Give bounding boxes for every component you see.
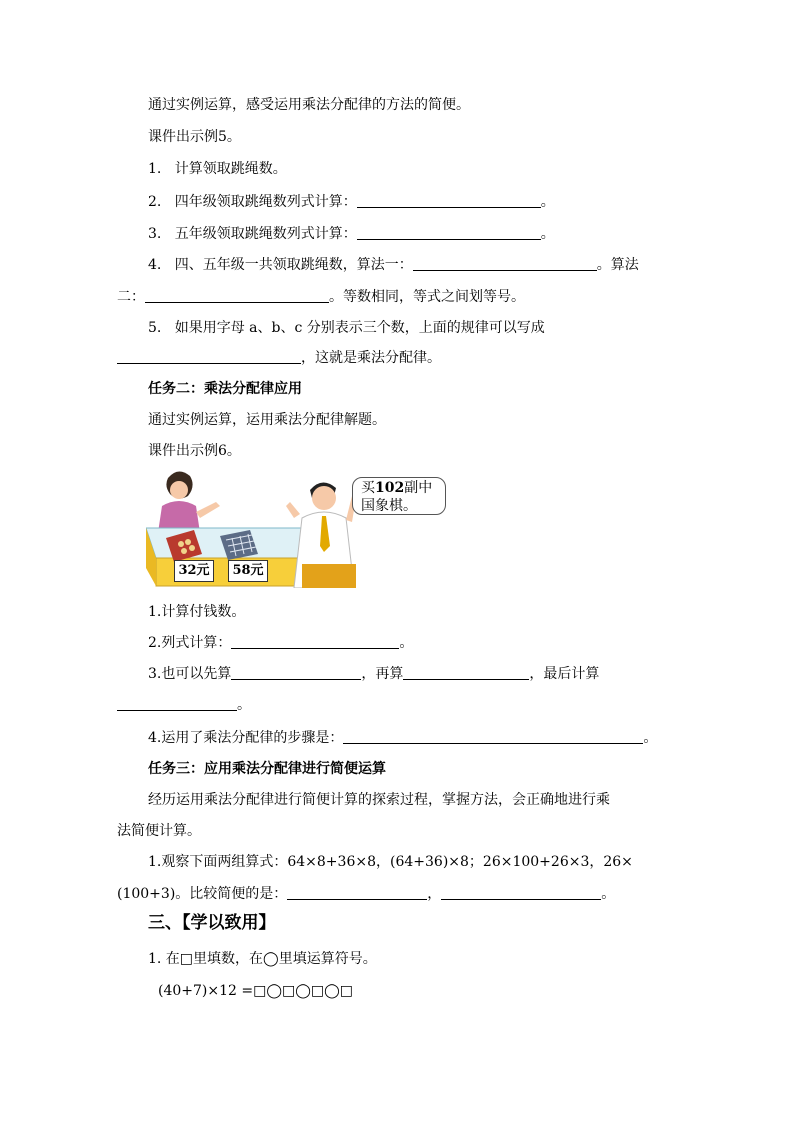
section3-expression: (40+7)×12 =□◯□◯□◯□ — [158, 983, 354, 999]
task2-q3-cont: 。 — [117, 696, 251, 714]
price-tag-2: 58元 — [228, 560, 268, 582]
section3-heading: 三、【学以致用】 — [148, 913, 276, 933]
task3-line-1-cont: 法简便计算。 — [117, 823, 201, 839]
list1-item-5: 5. 如果用字母 a、b、c 分别表示三个数，上面的规律可以写成 — [148, 320, 545, 336]
list1-item-4-cont: 二： 。等数相同，等式之间划等号。 — [117, 289, 525, 305]
answer-blank[interactable] — [413, 256, 597, 271]
section3-q1: 1. 在□里填数，在◯里填运算符号。 — [148, 951, 377, 967]
task2-q1: 1.计算付钱数。 — [148, 604, 246, 620]
list1-item-5-cont: ，这就是乘法分配律。 — [117, 349, 441, 367]
intro-line-2: 课件出示例5。 — [148, 129, 241, 145]
task3-title: 任务三：应用乘法分配律进行简便运算 — [148, 761, 386, 777]
speech-bubble: 买102副中 国象棋。 — [352, 477, 446, 515]
task3-q1: 1.观察下面两组算式：64×8+36×8，(64+36)×8；26×100+26×3，26× — [148, 854, 633, 870]
task2-q2: 2.列式计算： 。 — [148, 635, 414, 651]
answer-blank[interactable] — [357, 225, 541, 240]
answer-blank[interactable] — [287, 885, 427, 900]
intro-line-1: 通过实例运算，感受运用乘法分配律的方法的简便。 — [148, 97, 470, 113]
answer-blank[interactable] — [357, 193, 541, 208]
answer-blank[interactable] — [343, 729, 643, 744]
list1-item-2: 2. 四年级领取跳绳数列式计算： 。 — [148, 194, 555, 210]
fill-boxes[interactable]: □◯□◯□◯□ — [253, 983, 354, 999]
answer-blank[interactable] — [117, 696, 237, 711]
list1-item-1: 1. 计算领取跳绳数。 — [148, 161, 287, 177]
task3-line-1: 经历运用乘法分配律进行简便计算的探索过程，掌握方法，会正确地进行乘 — [148, 792, 610, 808]
task2-q4: 4.运用了乘法分配律的步骤是： 。 — [148, 730, 658, 746]
list1-item-3: 3. 五年级领取跳绳数列式计算： 。 — [148, 226, 555, 242]
answer-blank[interactable] — [441, 885, 601, 900]
task2-line-1: 通过实例运算，运用乘法分配律解题。 — [148, 412, 386, 428]
answer-blank[interactable] — [117, 349, 301, 364]
task2-q3: 3.也可以先算 ，再算 ，最后计算 — [148, 666, 600, 682]
task3-q1-cont: (100+3)。比较简便的是： ， 。 — [117, 886, 616, 902]
answer-blank[interactable] — [403, 665, 529, 680]
answer-blank[interactable] — [145, 288, 329, 303]
task2-line-2: 课件出示例6。 — [148, 443, 241, 459]
task2-title: 任务二：乘法分配律应用 — [148, 381, 302, 397]
answer-blank[interactable] — [231, 665, 361, 680]
answer-blank[interactable] — [231, 634, 399, 649]
list1-item-4: 4. 四、五年级一共领取跳绳数，算法一： 。算法 — [148, 257, 639, 273]
price-tag-1: 32元 — [174, 560, 214, 582]
